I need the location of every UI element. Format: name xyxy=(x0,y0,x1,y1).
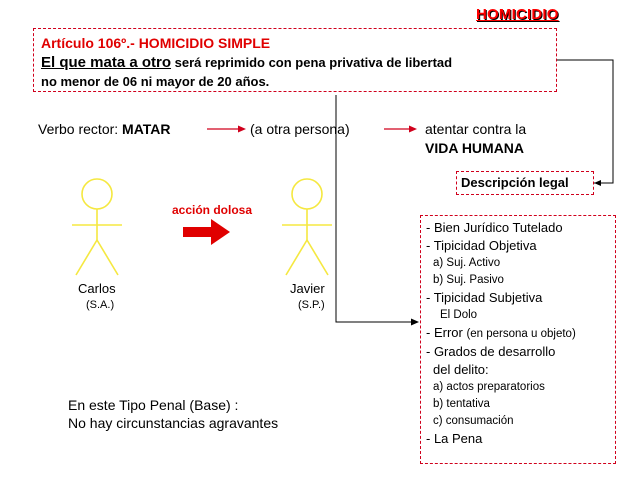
tipo-penal-line-2: No hay circunstancias agravantes xyxy=(68,415,279,431)
connector-arrowhead-descripcion xyxy=(594,180,601,186)
action-arrow xyxy=(183,219,230,245)
verb-end-line-1: atentar contra la xyxy=(425,121,527,137)
list-item: - Tipicidad Subjetiva xyxy=(426,290,543,305)
verb-middle: (a otra persona) xyxy=(250,121,350,137)
elements-list xyxy=(426,219,616,448)
list-item: - La Pena xyxy=(426,431,483,446)
action-label: acción dolosa xyxy=(172,203,253,217)
subject-name-javier: Javier xyxy=(290,281,325,296)
article-line-2: no menor de 06 ni mayor de 20 años. xyxy=(41,74,270,89)
list-item: a) actos preparatorios xyxy=(433,381,545,393)
article-heading: Artículo 106º.- HOMICIDIO SIMPLE xyxy=(41,35,271,51)
stick-figure-javier xyxy=(282,179,332,275)
subject-role-carlos: (S.A.) xyxy=(86,299,115,311)
error-detail: (en persona u objeto) xyxy=(466,328,576,340)
list-item: del delito: xyxy=(433,362,489,377)
error-main: - Error xyxy=(426,325,467,340)
article-emphasis: El que mata a otro xyxy=(41,54,172,71)
list-item xyxy=(426,324,616,343)
arrow-persona-to-vida xyxy=(384,126,417,133)
list-item: b) Suj. Pasivo xyxy=(433,274,504,286)
article-line-1-rest: será reprimido con pena privativa de libertad xyxy=(171,55,453,70)
stick-figure-carlos xyxy=(72,179,122,275)
list-item: - Tipicidad Objetiva xyxy=(426,238,537,253)
list-item: - Bien Jurídico Tutelado xyxy=(426,220,563,235)
article-line-1 xyxy=(41,54,452,71)
connector-arrowhead-list xyxy=(411,319,419,326)
page-title: HOMICIDIO xyxy=(476,6,559,23)
descripcion-legal-label: Descripción legal xyxy=(461,175,569,190)
verb-rector xyxy=(38,121,171,137)
verb-label: Verbo rector: xyxy=(38,121,123,137)
list-item: b) tentativa xyxy=(433,398,490,410)
list-item: a) Suj. Activo xyxy=(433,257,501,269)
connector-article-to-descripcion xyxy=(557,60,613,183)
list-item: c) consumación xyxy=(433,415,514,427)
subject-name-carlos: Carlos xyxy=(78,281,116,296)
verb-value: MATAR xyxy=(122,121,171,137)
arrow-matar-to-persona xyxy=(207,126,246,133)
verb-end-line-2: VIDA HUMANA xyxy=(425,140,525,156)
tipo-penal-line-1: En este Tipo Penal (Base) : xyxy=(68,397,239,413)
list-item: - Grados de desarrollo xyxy=(426,344,556,359)
list-item: El Dolo xyxy=(440,309,478,321)
subject-role-javier: (S.P.) xyxy=(298,299,325,311)
